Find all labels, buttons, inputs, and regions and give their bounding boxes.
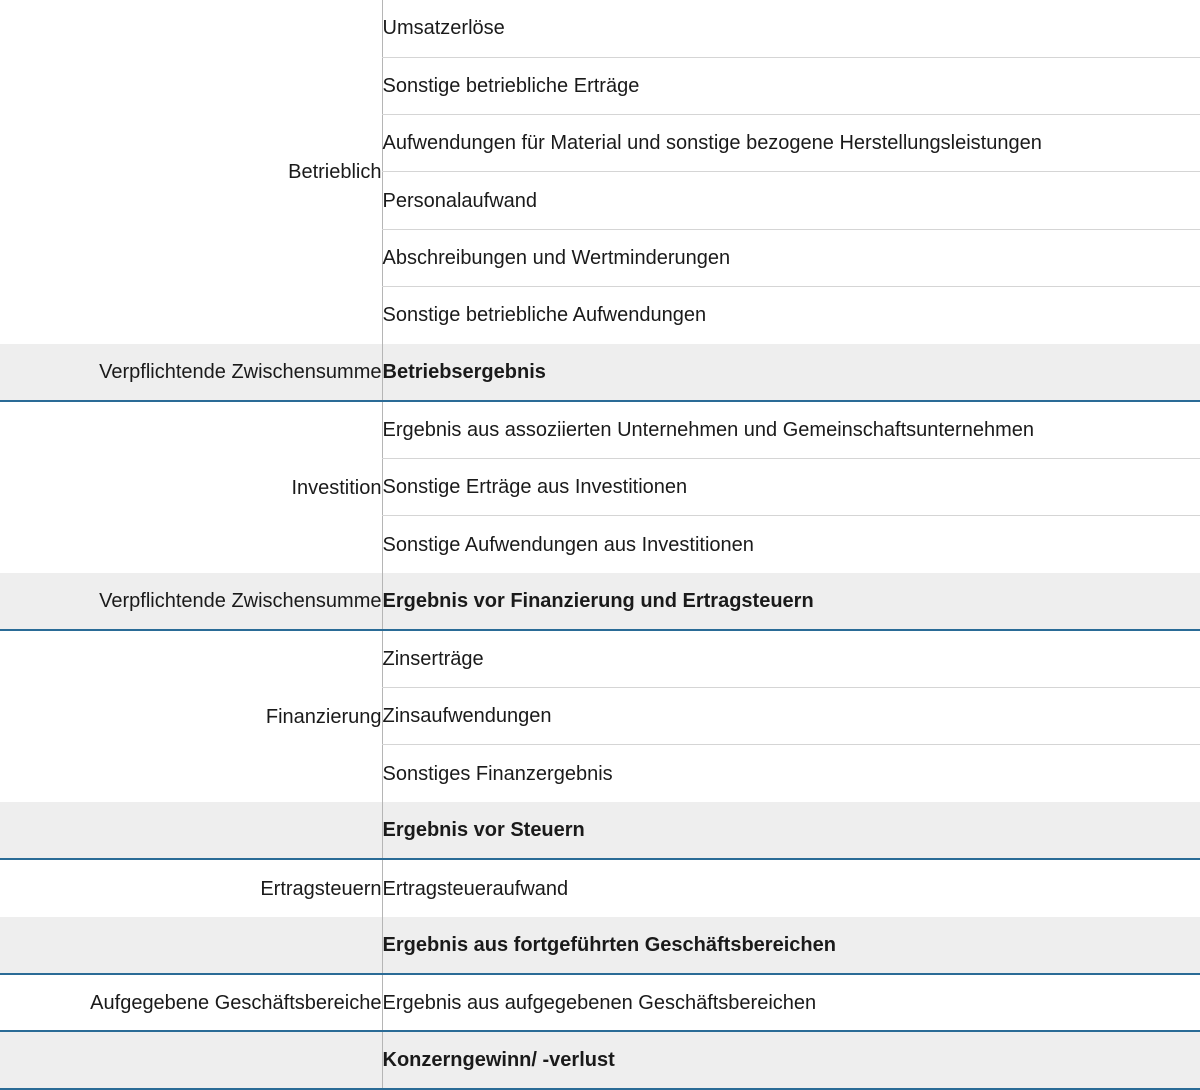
- line-item-zinsaufwendungen: Zinsaufwendungen: [382, 688, 1200, 745]
- line-item-zinsertraege: Zinserträge: [382, 630, 1200, 687]
- category-label-finanzierung: Finanzierung: [265, 705, 382, 728]
- table-row: [0, 630, 1200, 687]
- category-label-ertragsteuern: Ertragsteuern: [260, 877, 382, 900]
- subtotal-ergebnis-fortgefuehrte-geschaeftsbereiche: Ergebnis aus fortgeführten Geschäftsbereichen: [382, 917, 1200, 974]
- table-row: [0, 401, 1200, 458]
- category-label-investition: Investition: [291, 476, 382, 499]
- subtotal-row-ergebnis-vor-steuern: [0, 802, 1200, 859]
- category-label-empty-1: [0, 802, 382, 859]
- table-row: [0, 974, 1200, 1031]
- line-item-sonstige-betriebliche-ertraege: Sonstige betriebliche Erträge: [382, 57, 1200, 114]
- total-row-konzerngewinn: [0, 1031, 1200, 1088]
- subtotal-betriebsergebnis: Betriebsergebnis: [382, 344, 1200, 401]
- total-konzerngewinn-verlust: Konzerngewinn/ -verlust: [382, 1031, 1200, 1088]
- line-item-sonstige-betriebliche-aufwendungen: Sonstige betriebliche Aufwendungen: [382, 286, 1200, 343]
- line-item-ertragsteueraufwand: Ertragsteueraufwand: [382, 859, 1200, 916]
- category-label-aufgegebene-geschaeftsbereiche: Aufgegebene Geschäftsbereiche: [90, 991, 382, 1014]
- subtotal-row-ebit: [0, 573, 1200, 630]
- line-item-sonstige-ertraege-investitionen: Sonstige Erträge aus Investitionen: [382, 458, 1200, 515]
- subtotal-row-fortgefuehrte-geschaeftsbereiche: [0, 917, 1200, 974]
- line-item-umsatzerloese: Umsatzerlöse: [382, 0, 1200, 57]
- table-row: [0, 0, 1200, 57]
- subtotal-ergebnis-vor-steuern: Ergebnis vor Steuern: [382, 802, 1200, 859]
- line-item-sonstiges-finanzergebnis: Sonstiges Finanzergebnis: [382, 745, 1200, 802]
- category-label-verpflichtende-zwischensumme-1: Verpflichtende Zwischensumme: [0, 344, 382, 401]
- line-item-sonstige-aufwendungen-investitionen: Sonstige Aufwendungen aus Investitionen: [382, 516, 1200, 573]
- category-label-betrieblich: Betrieblich: [288, 160, 382, 183]
- line-item-ergebnis-aufgegebene-geschaeftsbereiche: Ergebnis aus aufgegebenen Geschäftsbereichen: [382, 974, 1200, 1031]
- category-label-empty-2: [0, 917, 382, 974]
- line-item-abschreibungen: Abschreibungen und Wertminderungen: [382, 229, 1200, 286]
- table-row: [0, 859, 1200, 916]
- category-label-verpflichtende-zwischensumme-2: Verpflichtende Zwischensumme: [0, 573, 382, 630]
- line-item-personalaufwand: Personalaufwand: [382, 172, 1200, 229]
- line-item-ergebnis-assoziierte-unternehmen: Ergebnis aus assoziierten Unternehmen und Gemeinschaftsunternehmen: [382, 401, 1200, 458]
- subtotal-ergebnis-vor-finanzierung-und-ertragsteuern: Ergebnis vor Finanzierung und Ertragsteuern: [382, 573, 1200, 630]
- subtotal-row-betriebsergebnis: [0, 344, 1200, 401]
- category-label-empty-3: [0, 1031, 382, 1088]
- line-item-materialaufwand: Aufwendungen für Material und sonstige bezogene Herstellungsleistungen: [382, 115, 1200, 172]
